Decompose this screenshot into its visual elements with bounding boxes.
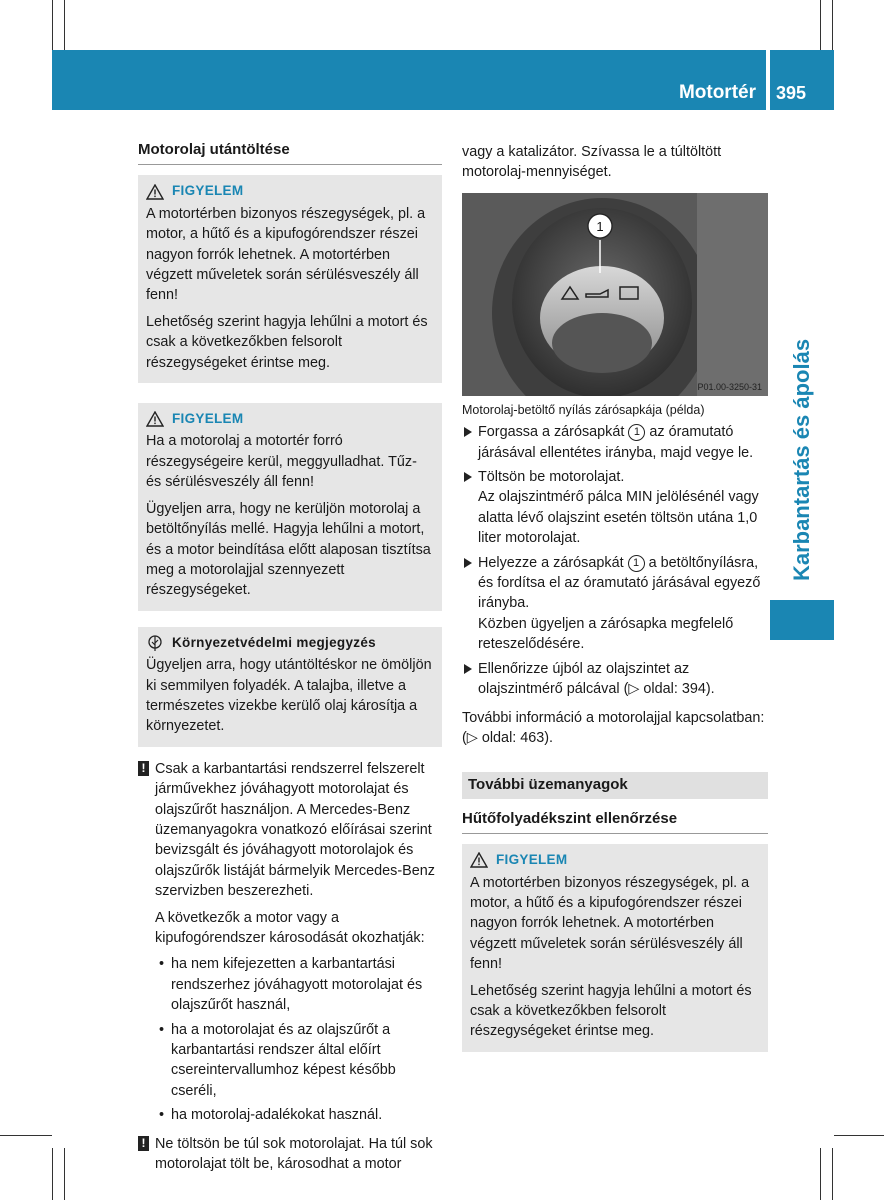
notice-text: Csak a karbantartási rendszerrel felszerelt járművekhez jóváhagyott motorolajat és olajszűrőt használjon. A Mercedes-Benz üzemanyagokra vonatkozó előírásai szerint bevizsgált és jóváhagyott motorolajok és olajszűrők listáját bármelyik Mercedes-Benz szervizben beszerezheti. [155, 760, 435, 900]
warning-triangle-icon [470, 852, 488, 868]
warning-box [462, 844, 768, 1052]
oil-cap-illustration [462, 193, 768, 396]
step-item: Töltsön be motorolajat. Az olajszintmérő pálca MIN jelölésénél vagy alatta lévő olajszint esetén töltsön utána 1,0 liter motorolajat. [462, 467, 768, 549]
step-item: Forgassa a zárósapkát 1 az óramutató járásával ellentétes irányba, majd vegye le. [462, 422, 768, 463]
leaf-icon [146, 634, 164, 652]
step-item: Ellenőrizze újból az olajszintet az olajszintmérő pálcával (▷ oldal: 394). [462, 659, 768, 700]
crop-mark [820, 0, 821, 50]
warning-text: A motortérben bizonyos részegységek, pl. a motor, a hűtő és a kipufogórendszer részei nagyon forrók lehetnek. A motortérben végzett műveletek során sérülésveszély áll fenn! [470, 874, 750, 973]
section-heading: További üzemanyagok [462, 772, 768, 798]
warning-text: Ha a motorolaj a motortér forró részegységeire kerül, meggyulladhat. Tűz- és sérülésveszély áll fenn! [146, 433, 417, 491]
crop-mark [64, 1148, 65, 1200]
subsection-heading: Hűtőfolyadékszint ellenőrzése [462, 809, 768, 834]
photo-code: P01.00-3250-31 [697, 381, 762, 392]
section-heading: Motorolaj utántöltése [138, 140, 442, 165]
list-item: • ha motorolaj-adalékokat használ. [171, 1105, 442, 1125]
environment-note-text: Ügyeljen arra, hogy utántöltéskor ne ömöljön ki semmilyen folyadék. A talajba, illetve a természetes vizekbe kerülő olaj károsítja a környezetet. [146, 657, 432, 735]
notice-text: A következők a motor vagy a kipufogórendszer károsodását okozhatják: [155, 909, 425, 946]
page-title: Motortér [678, 82, 756, 103]
warning-text: A motortérben bizonyos részegységek, pl. a motor, a hűtő és a kipufogórendszer részei nagyon forrók lehetnek. A motortérben végzett műveletek során sérülésveszély áll fenn! [146, 205, 426, 304]
exclamation-icon: ! [138, 761, 149, 776]
step-list [462, 422, 768, 699]
warning-label: FIGYELEM [496, 852, 568, 868]
crop-mark [820, 1148, 821, 1200]
callout-number: 1 [628, 424, 645, 441]
list-item: • ha a motorolajat és az olajszűrőt a karbantartási rendszer által előírt csereintervallumhoz képest később cseréli, [171, 1020, 442, 1102]
photo-caption: Motorolaj-betöltő nyílás zárósapkája (példa) [462, 402, 705, 417]
crop-mark [832, 1148, 833, 1200]
warning-box [138, 403, 442, 611]
crop-mark [0, 1135, 52, 1136]
side-tab [770, 600, 834, 640]
callout-number: 1 [628, 555, 645, 572]
crop-mark [832, 0, 833, 50]
page-number: 395 [776, 83, 807, 103]
notice-text: Ne töltsön be túl sok motorolajat. Ha túl sok motorolajat tölt be, károsodhat a motor [155, 1135, 433, 1173]
warning-label: FIGYELEM [172, 183, 244, 199]
photo-callout: 1 [596, 218, 604, 234]
environment-note-label: Környezetvédelmi megjegyzés [172, 634, 376, 650]
continued-text: vagy a katalizátor. Szívassa le a túltöltött motorolaj-mennyiséget. [462, 144, 722, 181]
more-info-text: További információ a motorolajjal kapcsolatban: (▷ oldal: 463). [462, 709, 765, 746]
warning-text: Ügyeljen arra, hogy ne kerüljön motorolaj a betöltőnyílás mellé. Hagyja lehűlni a motort, és a motor beindítása előtt alaposan tisztítsa meg a motorolajjal szennyezett részegységeket. [146, 500, 431, 599]
warning-box [138, 175, 442, 383]
left-column [138, 140, 442, 1180]
crop-mark [52, 1148, 53, 1200]
bullet-list [155, 954, 442, 1125]
crop-mark [52, 0, 53, 50]
notice-block [138, 759, 442, 1130]
exclamation-icon: ! [138, 1136, 149, 1151]
right-column [462, 142, 768, 1052]
environment-note-box [138, 627, 442, 747]
crop-mark [64, 0, 65, 50]
crop-mark [834, 1135, 884, 1136]
warning-text: Lehetőség szerint hagyja lehűlni a motort és csak a következőkben felsorolt részegységeket érintse meg. [470, 982, 752, 1040]
chapter-title: Karbantartás és ápolás [789, 338, 814, 582]
step-item: Helyezze a zárósapkát 1 a betöltőnyílásra, és fordítsa el az óramutató járásával egyező irányba. Közben ügyeljen a zárósapka megfelelő reteszelődésére. [462, 553, 768, 655]
oil-cap-photo [462, 193, 768, 396]
header-bar [52, 50, 766, 110]
warning-text: Lehetőség szerint hagyja lehűlni a motort és csak a következőkben felsorolt részegységeket érintse meg. [146, 313, 428, 371]
page-number-box [770, 50, 834, 110]
warning-triangle-icon [146, 184, 164, 200]
warning-label: FIGYELEM [172, 411, 244, 427]
warning-triangle-icon [146, 411, 164, 427]
list-item: • ha nem kifejezetten a karbantartási rendszerhez jóváhagyott motorolajat és olajszűrőt használ, [171, 954, 442, 1015]
notice-block [138, 1134, 442, 1181]
